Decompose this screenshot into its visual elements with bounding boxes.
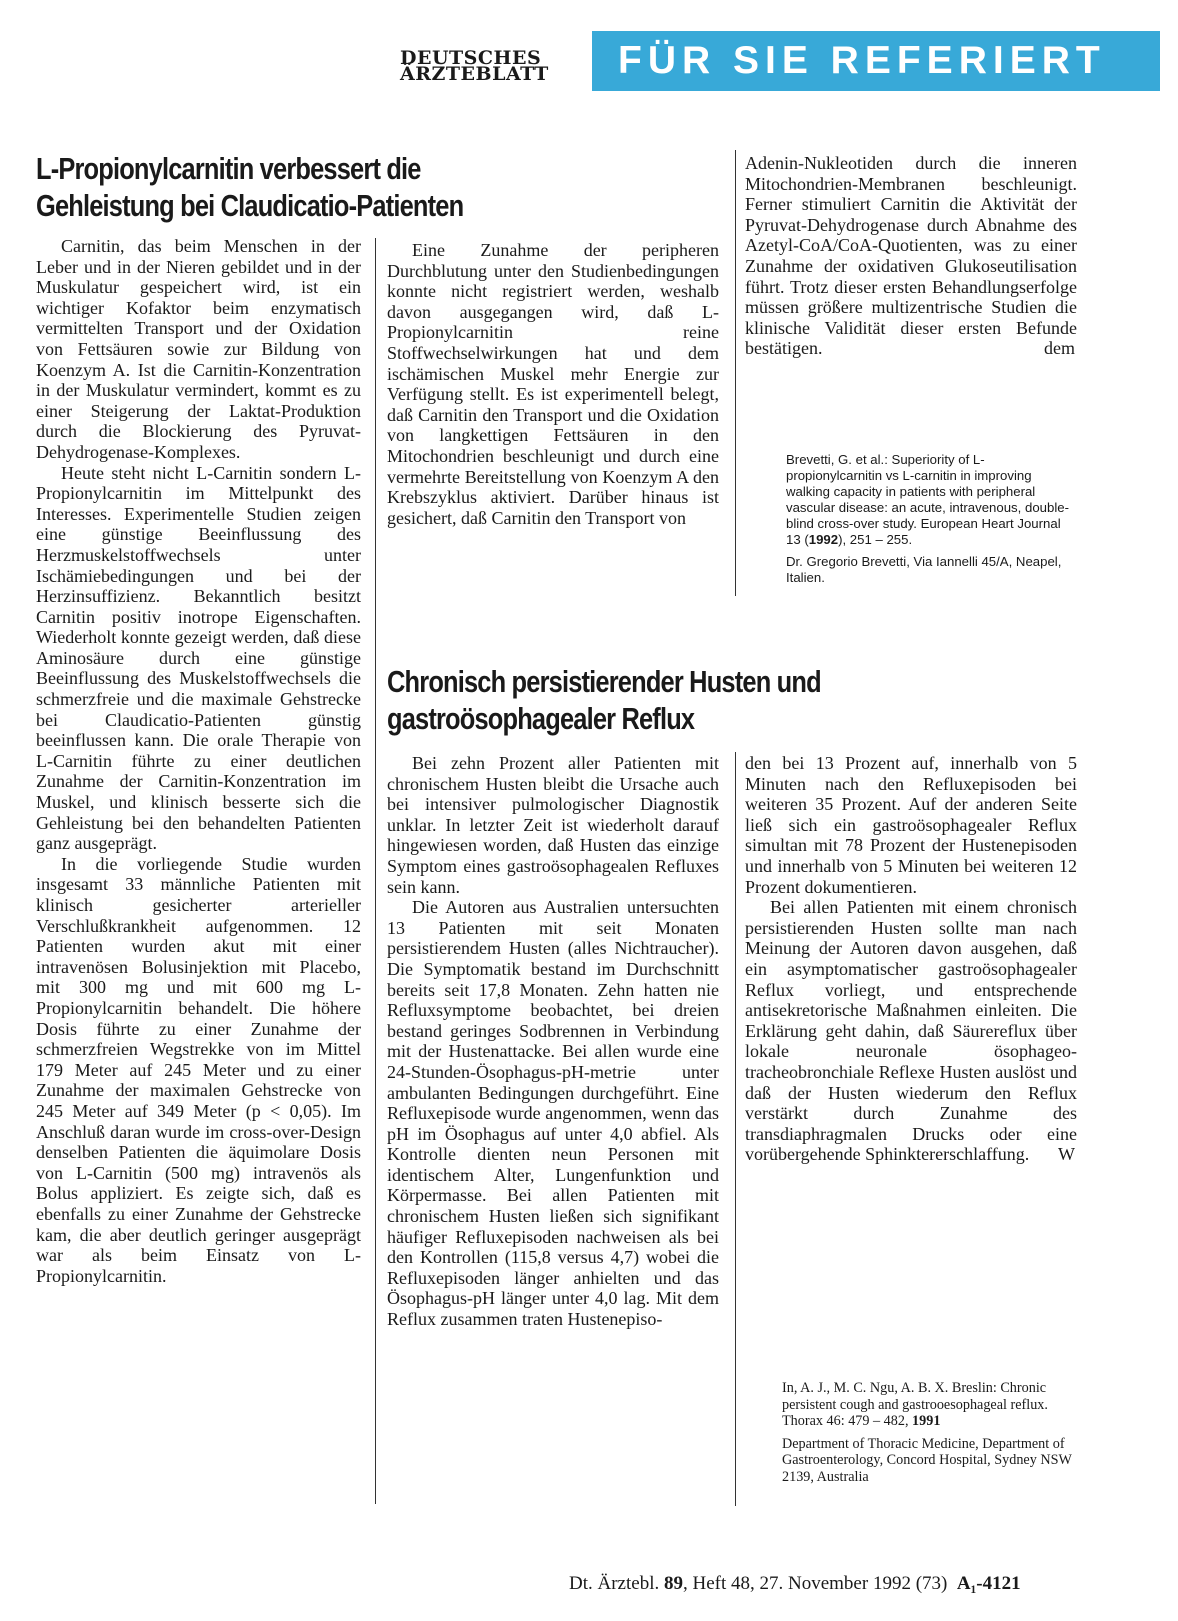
article1-col3-paragraph1 (745, 153, 1077, 359)
article1-column3 (745, 153, 1077, 359)
article1-col2-paragraph1: Eine Zunahme der peripheren Durchblutung unter den Studienbedingungen konnte nicht registriert werden, weshalb davon ausgegangen wird, daß L-Propionylcarnitin reine Stoffwechselwirkungen hat und dem ischämischen Muskel mehr Energie zur Verfügung stellt. Es ist experimentell belegt, daß Carnitin den Transport und die Oxidation von langkettigen Fettsäuren in den Mitochondrien beschleunigt und durch eine vermehrte Bereitstellung von Koenzym A den Krebszyklus aktiviert. Darüber hinaus ist gesichert, daß Carnitin den Transport von (387, 240, 719, 528)
article2-col2-paragraph2: Die Autoren aus Australien untersuchten 13 Patienten mit seit Monaten persistierendem Husten (alles Nichtraucher). Die Symptomatik bestand im Durchschnitt bereits seit 17,8 Monaten. Zehn hatten nie Refluxsymptome beobachtet, bei dreien bestand geringes Sodbrennen in Verbindung mit der Hustenattacke. Bei allen wurde eine 24-Stunden-Ösophagus-pH-metrie unter ambulanten Bedingungen durchgeführt. Eine Refluxepisode wurde angenommen, wenn das pH im Ösophagus auf unter 4,0 abfiel. Als Kontrolle dienten neun Personen mit identischem Alter, Lungenfunktion und Körpermasse. Bei allen Patienten mit chronischem Husten ließen sich signifikant häufiger Refluxepisoden nachweisen als bei den Kontrollen (115,8 versus 4,7) wobei die Refluxepisoden länger anhielten und das Ösophagus-pH länger unter 4,0 lag. Mit dem Reflux zusammen traten Hustenepiso- (387, 897, 719, 1330)
column-divider-1 (375, 238, 376, 1504)
article1-col3-text: Adenin-Nukleotiden durch die inneren Mitochondrien-Membranen beschleunigt. Ferner stimuliert Carnitin die Aktivität der Pyruvat-Dehydrogenase durch Abnahme des Azetyl-CoA/CoA-Quotienten, was zu einer Zunahme der oxidativen Glukoseutilisation führt. Trotz dieser ersten Behandlungserfolge müssen größere multizentrische Studien die klinische Validität dieser ersten Befunde bestätigen. (745, 153, 1077, 359)
article2-col2-paragraph1: Bei zehn Prozent aller Patienten mit chronischem Husten bleibt die Ursache auch bei intensiver pulmologischer Diagnostik unklar. In letzter Zeit ist wiederholt darauf hingewiesen worden, daß Husten das einzige Symptom eines gastroösophagealen Refluxes sein kann. (387, 753, 719, 897)
masthead (400, 47, 549, 85)
article1-reference (786, 452, 1076, 592)
column-divider-3 (735, 752, 736, 1506)
article2-column3 (745, 753, 1077, 1165)
article2-col3-paragraph1: den bei 13 Prozent auf, innerhalb von 5 Minuten nach den Refluxepisoden bei weiteren 35 Prozent. Auf der anderen Seite ließ sich ein gastroösophagealer Reflux simultan mit 78 Prozent der Hustenepisoden und innerhalb von 5 Minuten bei weiteren 12 Prozent dokumentieren. (745, 753, 1077, 897)
article1-column2 (387, 240, 719, 528)
article1-citation-year: 1992 (808, 532, 839, 547)
footer-volume: 89 (663, 1573, 683, 1594)
article1-title (36, 150, 463, 224)
article2-col3-text: Bei allen Patienten mit einem chronisch persistierenden Husten sollte man nach Meinung der Autoren davon ausgehen, daß ein asymptomatischer gastroösophagealer Reflux vorliegt, und entsprechende antisekretorische Maßnahmen einleiten. Die Erklärung geht dahin, daß Säurereflux über lokale neuronale ösophageo-tracheobronchiale Reflexe Husten auslöst und daß der Husten wiederum den Reflux verstärkt durch Zunahme des transdiaphragmalen Drucks oder eine vorübergehende Sphinktererschlaffung. (745, 897, 1077, 1165)
footer-journal: Dt. Ärztebl. (569, 1573, 660, 1594)
article1-address: Dr. Gregorio Brevetti, Via Iannelli 45/A, Neapel, Italien. (786, 554, 1062, 585)
article2-citation: In, A. J., M. C. Ngu, A. B. X. Breslin: Chronic persistent cough and gastrooesophageal reflux. Thorax 46: 479 – 482, 1991 (782, 1380, 1048, 1429)
article1-col1-paragraph2: Heute steht nicht L-Carnitin sondern L-Propionylcarnitin im Mittelpunkt des Interesses. Experimentelle Studien zeigen eine günstige Beeinflussung des Herzmuskelstoffwechsels unter Ischämiebedingungen und bei der Herzinsuffizienz. Bekanntlich besitzt Carnitin positiv inotrope Eigenschaften. Wiederholt konnte gezeigt werden, daß diese Aminosäure durch eine günstige Beeinflussung des Muskelstoffwechsels die schmerzfreie und die maximale Gehstrecke bei Claudicatio-Patienten günstig beeinflussen kann. Die orale Therapie von L-Carnitin führte zu einer deutlichen Zunahme der Carnitin-Konzentration im Muskel, und klinisch besserte sich die Gehleistung bei den behandelten Patienten ganz ausgeprägt. (36, 462, 361, 854)
article1-signature: dem (1044, 338, 1075, 359)
column-divider-2 (735, 150, 736, 596)
section-banner (592, 31, 1160, 91)
masthead-line1: DEUTSCHES (400, 47, 542, 69)
article2-signature: W (1058, 1144, 1075, 1165)
article2-col3-paragraph2 (745, 897, 1077, 1165)
article2-title-line2: gastroösophagealer Reflux (387, 701, 695, 736)
article1-col1-paragraph1: Carnitin, das beim Menschen in der Leber und in der Nieren gebildet und in der Muskulatur gespeichert wird, ist ein wichtiger Kofaktor beim enzymatisch vermittelten Transport und der Oxidation von Fettsäuren sowie zur Bildung von Koenzym A. Ist die Carnitin-Konzentration in der Muskulatur vermindert, kommt es zu einer Steigerung der Laktat-Produktion durch die Blockierung des Pyruvat-Dehydrogenase-Komplexes. (36, 236, 361, 462)
article2-citation-year: 1991 (912, 1413, 941, 1429)
article2-column2 (387, 753, 719, 1330)
article2-reference (782, 1380, 1077, 1491)
footer-issue-date: , Heft 48, 27. November 1992 (73) (682, 1573, 948, 1594)
article2-address: Department of Thoracic Medicine, Department of Gastroenterology, Concord Hospital, Sydney NSW 2139, Australia (782, 1435, 1072, 1485)
article1-title-line2: Gehleistung bei Claudicatio-Patienten (36, 188, 464, 223)
section-banner-text: FÜR SIE REFERIERT (618, 39, 1106, 82)
article1-column1 (36, 236, 361, 1286)
article1-col1-paragraph3: In die vorliegende Studie wurden insgesamt 33 männliche Patienten mit klinisch gesicherter arterieller Verschlußkrankheit aufgenommen. 12 Patienten wurden akut mit einer intravenösen Bolusinjektion mit Placebo, mit 300 mg und mit 600 mg L-Propionylcarnitin behandelt. Die höhere Dosis führte zu einer Zunahme der schmerzfreien Wegstrekke von im Mittel 179 Meter auf 245 Meter und zu einer Zunahme der maximalen Gehstrecke von 245 Meter auf 349 Meter (p < 0,05). Im Anschluß daran wurde im cross-over-Design denselben Patienten die äquimolare Dosis von L-Carnitin (500 mg) intravenös als Bolus appliziert. Es zeigte sich, daß es ebenfalls zu einer Zunahme der Gehstrecke kam, die aber deutlich geringer ausgeprägt war als beim Einsatz von L-Propionylcarnitin. (36, 853, 361, 1286)
footer-page-number: A₁-4121 (956, 1573, 1021, 1594)
article2-title (387, 663, 821, 737)
masthead-line2: ÄRZTEBLATT (400, 63, 549, 85)
article2-title-line1: Chronisch persistierender Husten und (387, 664, 821, 699)
page-footer (569, 1573, 1021, 1595)
article1-citation: Brevetti, G. et al.: Superiority of L-propionylcarnitin vs L-carnitin in improving walking capacity in patients with peripheral vascular disease: an acute, intravenous, double-blind cross-over study. European Heart Journal 13 (1992), 251 – 255. (786, 452, 1069, 547)
article1-title-line1: L-Propionylcarnitin verbessert die (36, 151, 421, 186)
